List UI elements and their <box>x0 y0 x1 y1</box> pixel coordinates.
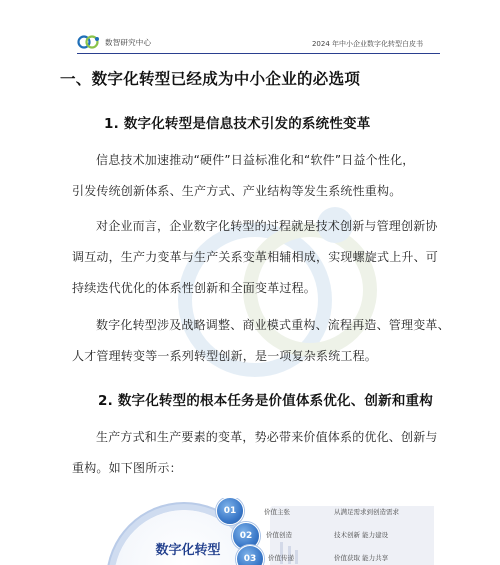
paragraph-2 <box>72 211 442 304</box>
subsection-heading-2: 2. 数字化转型的根本任务是价值体系优化、创新和重构 <box>98 393 433 409</box>
paragraph-line: 人才管理转变等一系列转型创新，是一项复杂系统工程。 <box>72 349 378 363</box>
diagram-number-badge: 03 <box>236 545 264 565</box>
paragraph-line: 引发传统创新体系、生产方式、产业结构等发生系统性重构。 <box>72 184 402 198</box>
logo <box>77 34 151 50</box>
diagram-item-label: 价值传递 <box>268 554 294 562</box>
diagram-item-label: 价值创造 <box>266 531 292 539</box>
diagram-item-detail: 从满足需求到创造需求 <box>334 508 399 516</box>
diagram-bar <box>295 550 298 564</box>
paragraph-3 <box>72 310 450 372</box>
paragraph-line: 对企业而言，企业数字化转型的过程就是技术创新与管理创新协 <box>96 219 438 233</box>
paragraph-line: 重构。如下图所示： <box>72 461 182 475</box>
diagram-item-label: 价值主张 <box>264 508 290 516</box>
transformation-diagram <box>104 498 434 565</box>
section-heading: 一、数字化转型已经成为中小企业的必选项 <box>60 70 361 88</box>
paragraph-4 <box>72 422 442 484</box>
paragraph-1 <box>72 145 442 207</box>
subsection-heading-1: 1. 数字化转型是信息技术引发的系统性变革 <box>104 116 371 132</box>
paragraph-line: 生产方式和生产要素的变革，势必带来价值体系的优化、创新与 <box>96 430 438 444</box>
paragraph-line: 调互动，生产力变革与生产关系变革相辅相成，实现螺旋式上升、可 <box>72 250 439 264</box>
paragraph-line: 持续迭代优化的体系性创新和全面变革过程。 <box>72 281 317 295</box>
logo-mark-icon <box>77 34 101 50</box>
page-header <box>0 0 500 58</box>
diagram-item-detail: 技术创新 能力建设 <box>334 531 389 539</box>
document-title: 2024 年中小企业数字化转型白皮书 <box>311 40 423 48</box>
diagram-number-badge: 02 <box>232 522 260 550</box>
header-divider <box>77 53 440 54</box>
paragraph-line: 数字化转型涉及战略调整、商业模式重构、流程再造、管理变革、 <box>96 318 450 332</box>
paragraph-line: 信息技术加速推动“硬件”日益标准化和“软件”日益个性化， <box>96 153 415 167</box>
diagram-number-badge: 01 <box>216 498 244 525</box>
logo-text: 数智研究中心 <box>105 37 152 47</box>
diagram-item-detail: 价值获取 能力共享 <box>334 554 389 562</box>
diagram-center-label: 数字化转型 <box>155 543 221 558</box>
